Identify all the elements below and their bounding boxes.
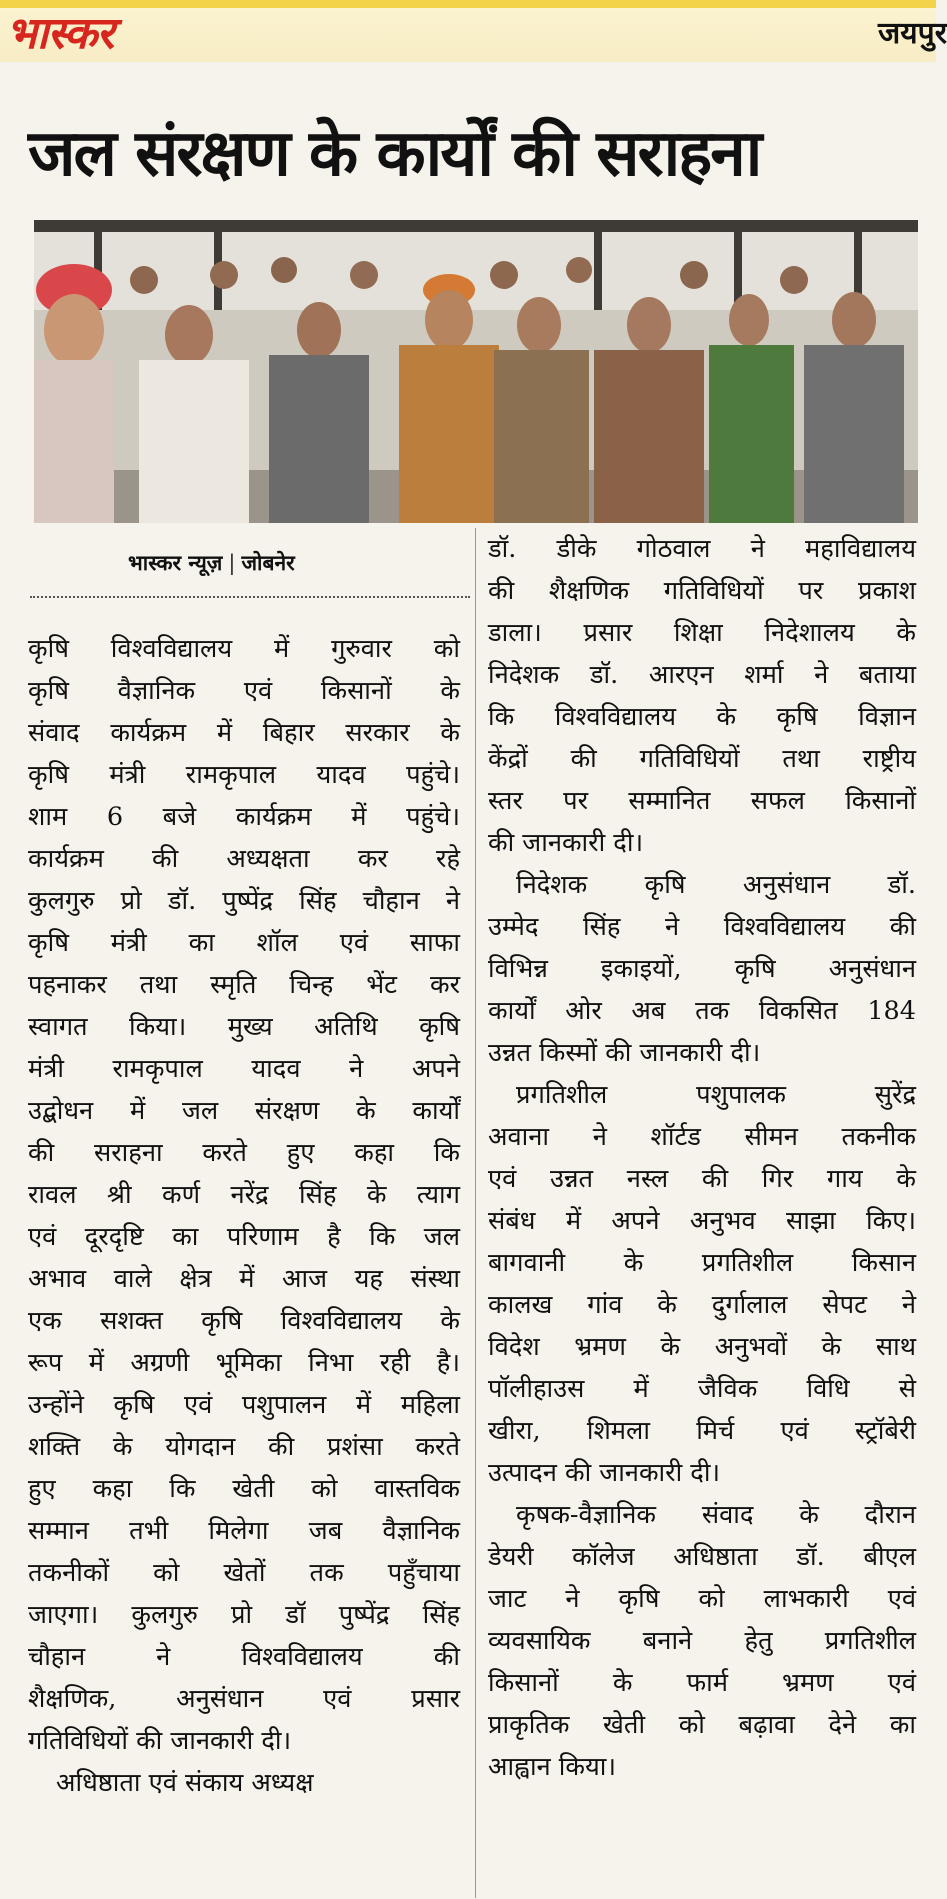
article-line: संवाद कार्यक्रम में बिहार सरकार के [28, 718, 460, 748]
article-line: उन्नत किस्मों की जानकारी दी। [488, 1038, 761, 1068]
article-line: कृषि विश्वविद्यालय में गुरुवार को [28, 634, 460, 664]
article-line: डाला। प्रसार शिक्षा निदेशालय के [488, 618, 916, 648]
article-line: संबंध में अपने अनुभव साझा किए। [488, 1206, 916, 1236]
byline-place: जोबनेर [241, 551, 295, 575]
byline-rule [30, 596, 470, 598]
article-line: खीरा, शिमला मिर्च एवं स्ट्रॉबेरी [488, 1416, 916, 1446]
article-line: अभाव वाले क्षेत्र में आज यह संस्था [28, 1264, 460, 1294]
article-line: अधिष्ठाता एवं संकाय अध्यक्ष [56, 1768, 314, 1798]
article-line: सम्मान तभी मिलेगा जब वैज्ञानिक [28, 1516, 460, 1546]
article-line: कि विश्वविद्यालय के कृषि विज्ञान [488, 702, 916, 732]
article-line: उत्पादन की जानकारी दी। [488, 1458, 721, 1488]
article-column-left [28, 628, 460, 1804]
article-line: कार्यों ओर अब तक विकसित 184 [488, 996, 916, 1026]
article-line: स्तर पर सम्मानित सफल किसानों [488, 786, 916, 816]
article-line: गतिविधियों की जानकारी दी। [28, 1726, 292, 1756]
article-line: डॉ. डीके गोठवाल ने महाविद्यालय [488, 534, 916, 564]
article-line: कृषि वैज्ञानिक एवं किसानों के [28, 676, 460, 706]
newspaper-logo: भास्कर [6, 8, 114, 59]
article-line: एवं उन्नत नस्ल की गिर गाय के [488, 1164, 916, 1194]
masthead [0, 0, 947, 62]
article-line: एक सशक्त कृषि विश्वविद्यालय के [28, 1306, 460, 1336]
article-line: केंद्रों की गतिविधियों तथा राष्ट्रीय [488, 744, 916, 774]
byline-separator: | [228, 551, 236, 575]
article-line: कार्यक्रम की अध्यक्षता कर रहे [28, 844, 460, 874]
article-line: शक्ति के योगदान की प्रशंसा करते [28, 1432, 460, 1462]
article-line: शाम 6 बजे कार्यक्रम में पहुंचे। [28, 802, 460, 832]
article-line: कृषि मंत्री का शॉल एवं साफा [28, 928, 460, 958]
article-line: उन्होंने कृषि एवं पशुपालन में महिला [28, 1390, 460, 1420]
article-line: एवं दूरदृष्टि का परिणाम है कि जल [28, 1222, 460, 1252]
article-line: मंत्री रामकृपाल यादव ने अपने [28, 1054, 460, 1084]
article-line: की सराहना करते हुए कहा कि [28, 1138, 460, 1168]
article-line: किसानों के फार्म भ्रमण एवं [488, 1668, 916, 1698]
edition-city: जयपुर [878, 16, 947, 51]
article-line: जाट ने कृषि को लाभकारी एवं [488, 1584, 916, 1614]
article-line: चौहान ने विश्वविद्यालय की [28, 1642, 460, 1672]
byline-source: भास्कर न्यूज़ [128, 551, 223, 575]
article-line: अवाना ने शॉर्टड सीमन तकनीक [488, 1122, 916, 1152]
article-line: रूप में अग्रणी भूमिका निभा रही है। [28, 1348, 460, 1378]
article-line: उम्मेद सिंह ने विश्वविद्यालय की [488, 912, 916, 942]
article-line: व्यवसायिक बनाने हेतु प्रगतिशील [488, 1626, 916, 1656]
article-line: कुलगुरु प्रो डॉ. पुष्पेंद्र सिंह चौहान ने [28, 886, 460, 916]
article-line: विभिन्न इकाइयों, कृषि अनुसंधान [488, 954, 916, 984]
article-line: कृषक-वैज्ञानिक संवाद के दौरान [516, 1500, 916, 1530]
article-line: प्रगतिशील पशुपालक सुरेंद्र [516, 1080, 916, 1110]
article-headline: जल संरक्षण के कार्यों की सराहना [28, 117, 761, 191]
article-line: प्राकृतिक खेती को बढ़ावा देने का [488, 1710, 916, 1740]
article-column-right [488, 528, 916, 1788]
article-line: निदेशक डॉ. आरएन शर्मा ने बताया [488, 660, 916, 690]
column-divider [475, 528, 476, 1898]
article-line: उद्बोधन में जल संरक्षण के कार्यों [28, 1096, 460, 1126]
article-line: आह्वान किया। [488, 1752, 617, 1782]
article-line: की जानकारी दी। [488, 828, 644, 858]
byline [128, 548, 418, 578]
article-line: विदेश भ्रमण के अनुभवों के साथ [488, 1332, 916, 1362]
article-line: शैक्षणिक, अनुसंधान एवं प्रसार [28, 1684, 460, 1714]
article-line: पॉलीहाउस में जैविक विधि से [488, 1374, 916, 1404]
article-line: जाएगा। कुलगुरु प्रो डॉ पुष्पेंद्र सिंह [28, 1600, 460, 1630]
article-line: रावल श्री कर्ण नरेंद्र सिंह के त्याग [28, 1180, 460, 1210]
article-line: हुए कहा कि खेती को वास्तविक [28, 1474, 460, 1504]
article-line: तकनीकों को खेतों तक पहुँचाया [28, 1558, 460, 1588]
article-line: बागवानी के प्रगतिशील किसान [488, 1248, 916, 1278]
article-line: डेयरी कॉलेज अधिष्ठाता डॉ. बीएल [488, 1542, 916, 1572]
article-line: निदेशक कृषि अनुसंधान डॉ. [516, 870, 916, 900]
article-line: की शैक्षणिक गतिविधियों पर प्रकाश [488, 576, 916, 606]
article-line: स्वागत किया। मुख्य अतिथि कृषि [28, 1012, 460, 1042]
article-line: कालख गांव के दुर्गालाल सेपट ने [488, 1290, 916, 1320]
group-photo [34, 220, 918, 523]
article-line: पहनाकर तथा स्मृति चिन्ह भेंट कर [28, 970, 460, 1000]
article-line: कृषि मंत्री रामकृपाल यादव पहुंचे। [28, 760, 460, 790]
